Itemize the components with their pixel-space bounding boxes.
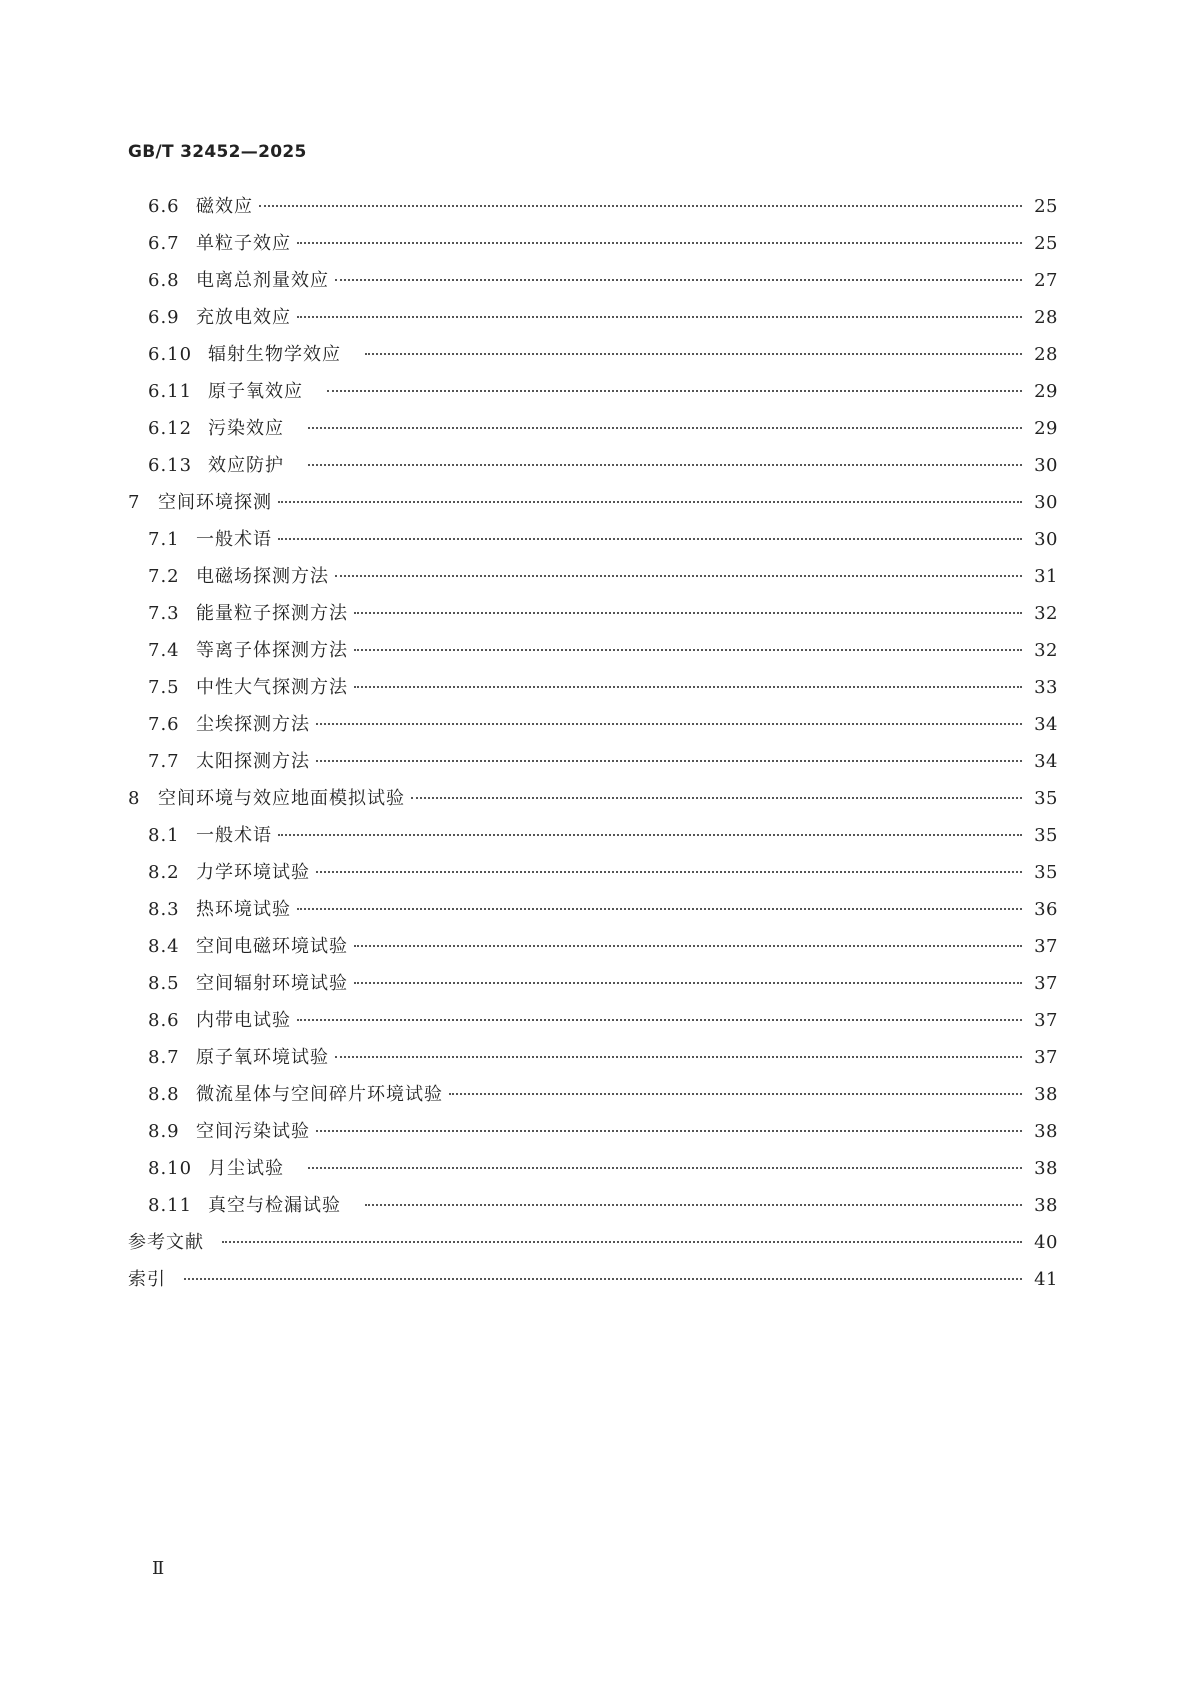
toc-entry-title: 一般术语	[196, 529, 272, 550]
toc-entry[interactable]	[128, 969, 1058, 1006]
toc-entry[interactable]	[128, 599, 1058, 636]
toc-entry-number: 7.5	[148, 677, 180, 698]
toc-entry-page: 30	[1034, 529, 1058, 550]
toc-entry[interactable]	[128, 562, 1058, 599]
toc-entry-page: 32	[1034, 603, 1058, 624]
toc-entry-page: 35	[1034, 788, 1058, 809]
toc-entry-number: 8.3	[148, 899, 180, 920]
toc-entry-page: 37	[1034, 1010, 1058, 1031]
toc-entry-page: 35	[1034, 825, 1058, 846]
toc-dot-leader	[316, 871, 1022, 873]
toc-entry-title: 微流星体与空间碎片环境试验	[196, 1084, 443, 1105]
toc-entry[interactable]	[128, 303, 1058, 340]
toc-dot-leader	[278, 834, 1022, 836]
toc-entry-title: 充放电效应	[196, 307, 291, 328]
toc-entry-page: 40	[1034, 1232, 1058, 1253]
toc-entry-page: 31	[1034, 566, 1058, 587]
toc-entry-title: 磁效应	[196, 196, 253, 217]
toc-entry-page: 37	[1034, 1047, 1058, 1068]
toc-entry[interactable]	[128, 1080, 1058, 1117]
toc-entry-page: 38	[1034, 1121, 1058, 1142]
toc-entry-number: 6.8	[148, 270, 180, 291]
toc-entry-page: 37	[1034, 973, 1058, 994]
toc-dot-leader	[297, 242, 1022, 244]
toc-entry-number: 7	[128, 492, 141, 513]
toc-entry[interactable]	[128, 377, 1058, 414]
toc-entry-number: 8.6	[148, 1010, 180, 1031]
toc-entry-page: 36	[1034, 899, 1058, 920]
toc-entry-number: 6.9	[148, 307, 180, 328]
toc-entry-title: 原子氧环境试验	[196, 1047, 329, 1068]
toc-entry[interactable]	[128, 1228, 1058, 1265]
toc-entry-title: 电离总剂量效应	[196, 270, 329, 291]
toc-entry-number: 7.1	[148, 529, 180, 550]
toc-entry-page: 34	[1034, 751, 1058, 772]
toc-entry[interactable]	[128, 340, 1058, 377]
toc-entry-title: 空间电磁环境试验	[196, 936, 348, 957]
toc-entry-title: 一般术语	[196, 825, 272, 846]
toc-entry-title: 太阳探测方法	[196, 751, 310, 772]
toc-dot-leader	[308, 1167, 1022, 1169]
toc-entry-page: 37	[1034, 936, 1058, 957]
toc-entry-page: 28	[1034, 307, 1058, 328]
toc-entry-title: 热环境试验	[196, 899, 291, 920]
toc-entry-number: 6.11	[148, 381, 193, 402]
toc-entry-title: 辐射生物学效应	[208, 344, 341, 365]
toc-dot-leader	[411, 797, 1022, 799]
toc-entry-title: 等离子体探测方法	[196, 640, 348, 661]
toc-dot-leader	[308, 427, 1022, 429]
toc-entry[interactable]	[128, 266, 1058, 303]
toc-entry-page: 27	[1034, 270, 1058, 291]
toc-entry-title: 参考文献	[128, 1232, 204, 1253]
toc-entry[interactable]	[128, 1006, 1058, 1043]
toc-dot-leader	[335, 279, 1022, 281]
toc-entry[interactable]	[128, 414, 1058, 451]
standard-code-header: GB/T 32452—2025	[128, 142, 307, 162]
toc-entry-title: 月尘试验	[208, 1158, 284, 1179]
toc-entry[interactable]	[128, 784, 1058, 821]
toc-entry-page: 28	[1034, 344, 1058, 365]
toc-entry-title: 空间环境探测	[158, 492, 272, 513]
toc-entry-number: 7.4	[148, 640, 180, 661]
toc-entry-title: 中性大气探测方法	[196, 677, 348, 698]
toc-entry[interactable]	[128, 821, 1058, 858]
toc-dot-leader	[316, 723, 1022, 725]
toc-entry-page: 41	[1034, 1269, 1058, 1290]
toc-dot-leader	[354, 945, 1022, 947]
toc-entry[interactable]	[128, 1154, 1058, 1191]
toc-entry[interactable]	[128, 229, 1058, 266]
toc-entry-number: 6.13	[148, 455, 193, 476]
toc-entry-page: 30	[1034, 455, 1058, 476]
toc-entry-title: 真空与检漏试验	[208, 1195, 341, 1216]
toc-entry[interactable]	[128, 1043, 1058, 1080]
toc-dot-leader	[278, 538, 1022, 540]
toc-entry-number: 8.10	[148, 1158, 193, 1179]
toc-entry-title: 尘埃探测方法	[196, 714, 310, 735]
toc-dot-leader	[365, 353, 1022, 355]
toc-dot-leader	[316, 760, 1022, 762]
table-of-contents	[128, 192, 1058, 1302]
toc-entry-title: 能量粒子探测方法	[196, 603, 348, 624]
toc-entry-number: 8.5	[148, 973, 180, 994]
toc-entry-number: 6.7	[148, 233, 180, 254]
toc-entry-title: 索引	[128, 1269, 166, 1290]
toc-entry-number: 8.7	[148, 1047, 180, 1068]
toc-entry-title: 空间辐射环境试验	[196, 973, 348, 994]
toc-dot-leader	[308, 464, 1022, 466]
toc-entry-number: 7.3	[148, 603, 180, 624]
toc-entry[interactable]	[128, 673, 1058, 710]
toc-dot-leader	[354, 982, 1022, 984]
toc-entry-title: 原子氧效应	[208, 381, 303, 402]
toc-entry-page: 38	[1034, 1158, 1058, 1179]
toc-entry-page: 34	[1034, 714, 1058, 735]
toc-dot-leader	[259, 205, 1022, 207]
toc-entry-number: 7.2	[148, 566, 180, 587]
toc-entry-title: 污染效应	[208, 418, 284, 439]
toc-dot-leader	[297, 908, 1022, 910]
toc-dot-leader	[222, 1241, 1022, 1243]
toc-entry[interactable]	[128, 451, 1058, 488]
toc-entry[interactable]	[128, 858, 1058, 895]
toc-entry-page: 25	[1034, 196, 1058, 217]
toc-dot-leader	[335, 1056, 1022, 1058]
toc-entry-number: 8.1	[148, 825, 180, 846]
toc-entry[interactable]	[128, 1191, 1058, 1228]
toc-entry-number: 8.2	[148, 862, 180, 883]
toc-entry-title: 空间环境与效应地面模拟试验	[158, 788, 405, 809]
toc-entry[interactable]	[128, 488, 1058, 525]
toc-entry[interactable]	[128, 1117, 1058, 1154]
toc-entry-page: 35	[1034, 862, 1058, 883]
toc-dot-leader	[354, 649, 1022, 651]
toc-dot-leader	[335, 575, 1022, 577]
toc-entry-number: 6.6	[148, 196, 180, 217]
toc-entry[interactable]	[128, 636, 1058, 673]
toc-entry-title: 效应防护	[208, 455, 284, 476]
toc-entry-number: 8.9	[148, 1121, 180, 1142]
toc-entry-number: 8.4	[148, 936, 180, 957]
toc-entry-number: 7.6	[148, 714, 180, 735]
toc-dot-leader	[354, 686, 1022, 688]
toc-entry-number: 6.12	[148, 418, 193, 439]
toc-entry-number: 6.10	[148, 344, 193, 365]
toc-entry-title: 力学环境试验	[196, 862, 310, 883]
toc-dot-leader	[297, 316, 1022, 318]
toc-entry-page: 29	[1034, 418, 1058, 439]
toc-entry[interactable]	[128, 1265, 1058, 1302]
toc-entry-title: 电磁场探测方法	[196, 566, 329, 587]
toc-dot-leader	[316, 1130, 1022, 1132]
page-number: Ⅱ	[152, 1558, 165, 1579]
toc-entry-title: 内带电试验	[196, 1010, 291, 1031]
toc-entry-number: 8.8	[148, 1084, 180, 1105]
toc-dot-leader	[278, 501, 1022, 503]
toc-entry-page: 32	[1034, 640, 1058, 661]
toc-dot-leader	[184, 1278, 1022, 1280]
toc-entry[interactable]	[128, 192, 1058, 229]
toc-entry-page: 33	[1034, 677, 1058, 698]
toc-entry-page: 38	[1034, 1084, 1058, 1105]
toc-entry-page: 29	[1034, 381, 1058, 402]
toc-entry[interactable]	[128, 710, 1058, 747]
toc-dot-leader	[354, 612, 1022, 614]
toc-entry-title: 单粒子效应	[196, 233, 291, 254]
toc-entry-number: 7.7	[148, 751, 180, 772]
toc-dot-leader	[297, 1019, 1022, 1021]
toc-entry-number: 8	[128, 788, 141, 809]
toc-entry[interactable]	[128, 747, 1058, 784]
toc-entry[interactable]	[128, 932, 1058, 969]
toc-dot-leader	[365, 1204, 1022, 1206]
toc-entry-number: 8.11	[148, 1195, 193, 1216]
toc-entry-page: 25	[1034, 233, 1058, 254]
toc-entry-page: 30	[1034, 492, 1058, 513]
toc-entry-page: 38	[1034, 1195, 1058, 1216]
toc-entry[interactable]	[128, 895, 1058, 932]
toc-entry-title: 空间污染试验	[196, 1121, 310, 1142]
toc-dot-leader	[327, 390, 1022, 392]
toc-dot-leader	[449, 1093, 1022, 1095]
toc-entry[interactable]	[128, 525, 1058, 562]
